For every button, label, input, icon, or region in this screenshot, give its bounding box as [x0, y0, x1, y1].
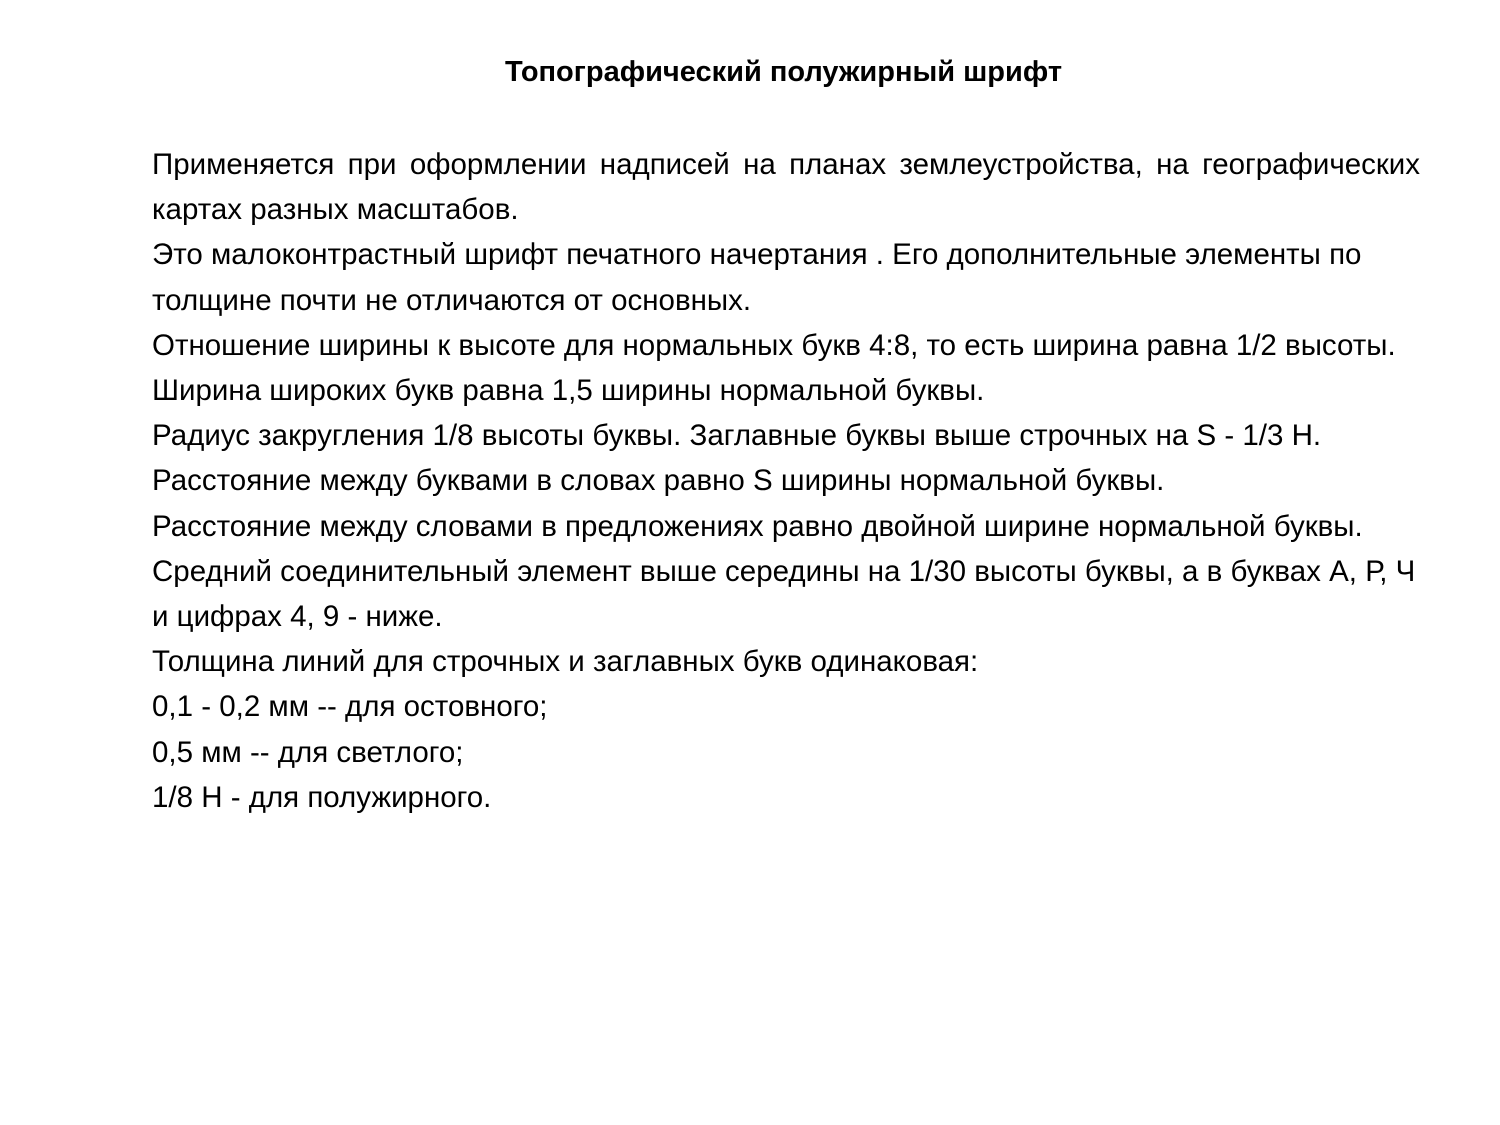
slide-body	[152, 142, 1420, 820]
paragraph-thickness-semibold: 1/8 H - для полужирного.	[152, 780, 492, 814]
paragraph-word-spacing: Расстояние между словами в предложениях равно двойной ширине нормальной буквы.	[152, 509, 1363, 543]
slide-title	[0, 52, 1500, 92]
paragraph-thickness-light: 0,5 мм -- для светлого;	[152, 735, 464, 769]
paragraph-wide-letters: Ширина широких букв равна 1,5 ширины нормальной буквы.	[152, 374, 985, 408]
paragraph-middle-element: Средний соединительный элемент выше середины на 1/30 высоты буквы, а в буквах А, Р, Ч и цифрах 4, 9 - ниже.	[152, 554, 1416, 634]
paragraph-letter-spacing: Расстояние между буквами в словах равно S ширины нормальной буквы.	[152, 464, 1165, 498]
slide-title-text: Топографический полужирный шрифт	[504, 56, 1063, 88]
paragraph-usage: Применяется при оформлении надписей на планах землеустройства, на географических картах разных масштабов.	[152, 148, 1420, 227]
paragraph-width-ratio: Отношение ширины к высоте для нормальных букв 4:8, то есть ширина равна 1/2 высоты.	[152, 328, 1396, 362]
paragraph-line-thickness: Толщина линий для строчных и заглавных букв одинаковая:	[152, 645, 979, 679]
paragraph-radius: Радиус закругления 1/8 высоты буквы. Заглавные буквы выше строчных на S - 1/3 H.	[152, 419, 1322, 453]
paragraph-thickness-skeleton: 0,1 - 0,2 мм -- для остовного;	[152, 690, 548, 724]
paragraph-contrast: Это малоконтрастный шрифт печатного начертания . Его дополнительные элементы по толщине почти не отличаются от основных.	[152, 238, 1362, 317]
